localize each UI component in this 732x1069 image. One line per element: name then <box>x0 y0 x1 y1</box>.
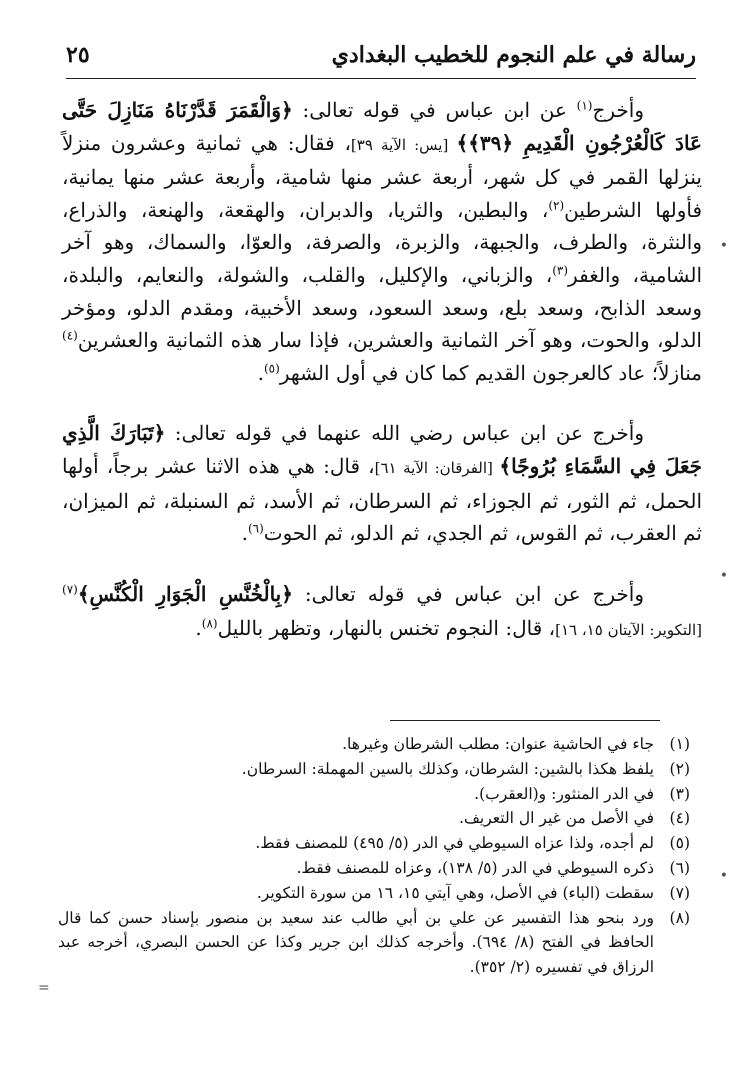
text-run: ، والزباني، والإكليل، والقلب، والشولة، والنعايم، والبلدة، وسعد الذابح، وسعد بلع، وسعد السعود، وسعد الأخبية، ومقدم الدلو، ومؤخر الدلو، والحوت، وهو آخر الثمانية والعشرين، فإذا سار هذه الثمانية والعشرين <box>62 262 702 353</box>
text-run: ، قال: النجوم تخنس بالنهار، وتظهر بالليل <box>217 616 556 641</box>
header-rule <box>66 78 696 79</box>
text-run: ، قال: هي هذه الاثنا عشر برجاً، أولها الحمل، ثم الثور، ثم الجوزاء، ثم السرطان، ثم الأسد، ثم السنبلة، ثم الميزان، ثم العقرب، ثم القوس، ثم الجدي، ثم الدلو، ثم الحوت <box>62 453 702 546</box>
page-number: ٢٥ <box>66 42 90 68</box>
text-run: ، والبطين، والثريا، والدبران، والهقعة، والهنعة، والذراع، والنثرة، والطرف، والجبهة، والزبرة، والصرفة، والعوّا، والسماك، وهو آخر الشامية، والغفر <box>62 197 702 287</box>
margin-dot: • <box>719 868 728 884</box>
footnote-ref: (٦) <box>247 521 264 536</box>
footnote-number: (٣) <box>669 784 690 803</box>
paragraph-3 <box>62 578 702 647</box>
footnote-ref: (٥) <box>263 361 280 376</box>
main-text <box>62 94 702 647</box>
verse-reference: [التكوير: الآيتان ١٥، ١٦] <box>555 621 702 640</box>
quran-verse: ﴿تَبَارَكَ الَّذِي جَعَلَ فِي السَّمَاءِ بُرُوجًا﴾ <box>62 421 702 478</box>
running-header <box>66 40 696 76</box>
text-run: عن ابن عباس في قوله تعالى: <box>292 98 577 122</box>
footnote-text: في الدر المنثور: و(العقرب). <box>474 784 654 803</box>
footnote-ref: (٤) <box>62 328 78 343</box>
text-run: ، فقال: هي ثمانية وعشرون منزلاً ينزلها القمر في كل شهر، أربعة عشر منها شامية، وأربعة عشر منها يمانية، فأولها الشرطين <box>62 130 703 222</box>
footnote-text: ورد بنحو هذا التفسير عن علي بن أبي طالب عند سعيد بن منصور بإسناد حسن كما قال الحافظ في الفتح (٨/ ٦٩٤). وأخرجه كذلك ابن جرير وكذا عن الحسن البصري، أخرجه عبد الرزاق في تفسيره (٢/ ٣٥٢). <box>58 908 654 977</box>
footnote-number: (١) <box>669 735 690 753</box>
footnote <box>58 782 690 807</box>
text-run: وأخرج <box>592 98 644 122</box>
verse-reference: [الفرقان: الآية ٦١] <box>374 458 500 477</box>
footnote <box>58 732 690 757</box>
footnote-number: (٨) <box>669 908 690 927</box>
text-run: وأخرج عن ابن عباس في قوله تعالى: <box>292 581 644 606</box>
text-run: . <box>257 360 264 385</box>
footnote-number: (٤) <box>669 809 690 828</box>
footnote-text: يلفظ هكذا بالشين: الشرطان، وكذلك بالسين المهملة: السرطان. <box>241 759 654 778</box>
footnote-ref: (٨) <box>201 616 218 631</box>
text-run: . <box>241 521 248 546</box>
margin-dot: • <box>719 238 728 254</box>
quran-verse: ﴿وَالْقَمَرَ قَدَّرْنَاهُ مَنَازِلَ حَتَّى عَادَ كَالْعُرْجُونِ الْقَدِيمِ ﴿٣٩﴾﴾ <box>62 98 702 155</box>
text-run: منازلاً؛ عاد كالعرجون القديم كما كان في أول الشهر <box>279 360 702 385</box>
footnote <box>58 831 690 856</box>
footnote-number: (٥) <box>669 834 690 853</box>
margin-dot: • <box>719 568 728 584</box>
verse-reference: [يس: الآية ٣٩] <box>350 135 457 154</box>
footnote-ref: (٢) <box>548 198 565 213</box>
text-run: وأخرج عن ابن عباس رضي الله عنهما في قوله تعالى: <box>165 421 644 446</box>
footnote <box>58 806 690 831</box>
text-run: . <box>195 616 202 641</box>
footnote <box>58 757 690 782</box>
footnote-number: (٦) <box>669 858 690 877</box>
header-title: رسالة في علم النجوم للخطيب البغدادي <box>331 42 696 68</box>
footnote <box>58 906 690 980</box>
footnote-ref: (٣) <box>552 263 569 278</box>
paragraph-2 <box>62 417 702 549</box>
footnote-number: (٢) <box>669 759 690 778</box>
footnotes <box>58 732 690 980</box>
quran-verse: ﴿بِالْخُنَّسِ الْجَوَارِ الْكُنَّسِ﴾ <box>77 581 293 606</box>
footnote-number: (٧) <box>669 883 690 902</box>
footnote-text: سقطت (الباء) في الأصل، وهي آيتي ١٥، ١٦ من سورة التكوير. <box>256 883 654 902</box>
paragraph-1 <box>62 94 702 389</box>
footnote-ref: (١) <box>576 98 593 113</box>
footnote <box>58 881 690 906</box>
footnote-text: في الأصل من غير ال التعريف. <box>458 809 654 828</box>
footnote-text: لم أجده، ولذا عزاه السيوطي في الدر (٥/ ٤٩٥) للمصنف فقط. <box>255 834 654 853</box>
footnote-text: جاء في الحاشية عنوان: مطلب الشرطان وغيرها. <box>342 735 654 753</box>
footnote <box>58 856 690 881</box>
margin-dash: = <box>38 980 50 996</box>
footnote-text: ذكره السيوطي في الدر (٥/ ١٣٨)، وعزاه للمصنف فقط. <box>296 858 654 877</box>
footnote-ref: (٧) <box>62 582 78 597</box>
